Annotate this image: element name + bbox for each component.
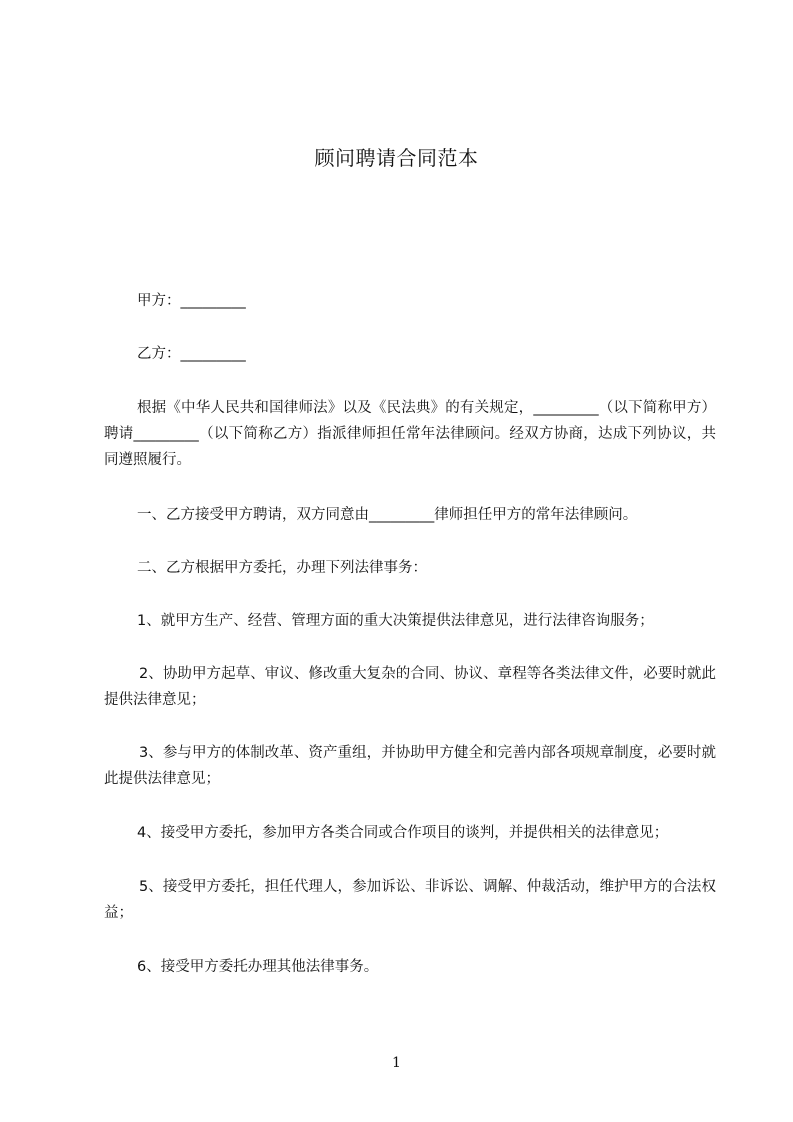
list-item: 5、接受甲方委托，担任代理人，参加诉讼、非诉讼、调解、仲裁活动，维护甲方的合法权益； (104, 879, 716, 921)
page-number: 1 (392, 1055, 401, 1071)
party-a-line: 甲方：_________ (137, 293, 246, 309)
clause-2: 二、乙方根据甲方委托，办理下列法律事务： (137, 560, 427, 576)
list-item: 1、就甲方生产、经营、管理方面的重大决策提供法律意见，进行法律咨询服务； (137, 613, 654, 629)
list-item: 6、接受甲方委托办理其他法律事务。 (137, 959, 379, 975)
party-b-line: 乙方：_________ (137, 346, 246, 362)
list-item: 3、参与甲方的体制改革、资产重组，并协助甲方健全和完善内部各项规章制度，必要时就此提供法律意见； (104, 745, 716, 787)
list-item: 2、协助甲方起草、审议、修改重大复杂的合同、协议、章程等各类法律文件，必要时就此提供法律意见； (104, 666, 716, 708)
intro-paragraph: 根据《中华人民共和国律师法》以及《民法典》的有关规定，_________（以下简称甲方）聘请_________（以下简称乙方）指派律师担任常年法律顾问。经双方协商，达成下列协议，共同遵照履行。 (104, 400, 716, 468)
document-title: 顾问聘请合同范本 (314, 146, 479, 170)
list-item: 4、接受甲方委托，参加甲方各类合同或合作项目的谈判，并提供相关的法律意见； (137, 825, 669, 841)
clause-1: 一、乙方接受甲方聘请，双方同意由_________律师担任甲方的常年法律顾问。 (137, 507, 638, 523)
